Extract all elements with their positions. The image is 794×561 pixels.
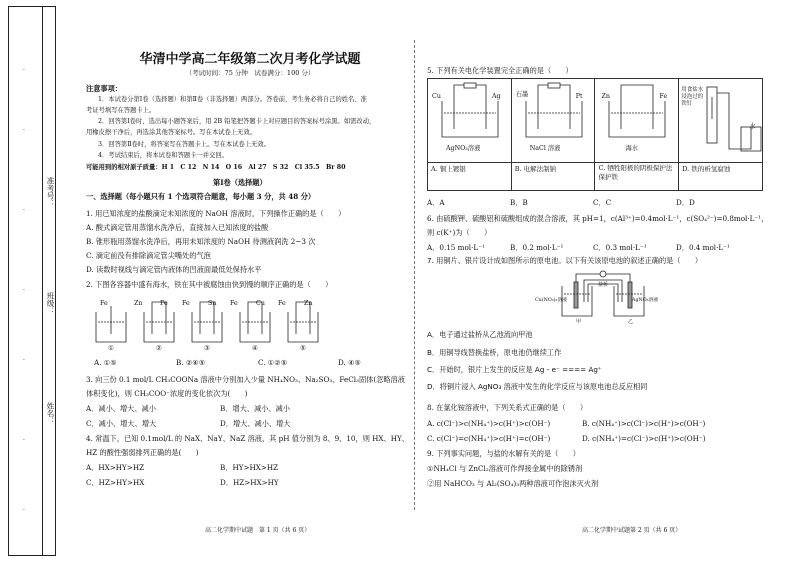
- q5-cell-c: [595, 79, 679, 163]
- q7-left-tag: 甲: [576, 319, 582, 325]
- q3-stem-cont: 体积变化)，则 CH₃COO⁻浓度的变化依次为( ): [86, 389, 248, 398]
- q2-number: ③: [204, 345, 210, 352]
- q5-option: A．A: [427, 198, 445, 207]
- q2-label: Fe: [230, 300, 238, 307]
- note-line: 3．回答第Ⅱ卷时，将答案写在答题卡上。写在本试卷上无效。: [98, 141, 271, 148]
- q2-label: Fe: [278, 300, 286, 307]
- q1-option: A. 酸式滴定管用蒸馏水洗净后，直接加入已知浓度的盐酸: [86, 223, 269, 232]
- exam-subtitle: （考试时间：75 分钟 试卷满分：100 分）: [185, 69, 315, 77]
- q8-option: D. c(NH₄⁺)=c(Cl⁻)>c(H⁺)>c(OH⁻): [582, 434, 706, 443]
- q2-label: Zn: [134, 300, 143, 307]
- page-divider: [414, 40, 415, 510]
- q7-option: B．用铜导线替换盐桥，原电池仍继续工作: [427, 348, 562, 357]
- q5c-left: Zn: [601, 93, 610, 100]
- q7-bridge-label: 盐桥: [598, 282, 609, 288]
- q7-option: A．电子通过盐桥从乙池流向甲池: [427, 330, 533, 339]
- binding-divider: [42, 7, 43, 555]
- q2-label: Cu: [256, 300, 265, 307]
- q7-option: D．将铜片浸入 AgNO₃ 溶液中发生的化学反应与该原电池总反应相同: [427, 382, 648, 391]
- q5b-solution: NaCl 溶液: [529, 145, 561, 152]
- q4-stem: 4. 常温下，已知 0.1mol/L 的 NaX、NaY、NaZ 溶液，其 pH 值分别为 8、9、10，则 HX、HY、: [86, 434, 409, 443]
- note-line: 考证号填写在答题卡上。: [86, 107, 156, 114]
- q3-option: C．减小、增大、增大: [86, 419, 157, 428]
- section-title: 第Ⅰ卷（选择题）: [213, 178, 267, 187]
- q2-option: D. ④⑤: [338, 358, 361, 367]
- q2-number: ①: [108, 345, 114, 352]
- q2-number: ②: [156, 345, 162, 352]
- q6-option: A．0.15 mol·L⁻¹: [427, 243, 485, 252]
- q2-option: C. ①②⑤: [258, 358, 288, 367]
- q2-number: ④: [252, 345, 258, 352]
- q6-option: B．0.2 mol·L⁻¹: [510, 243, 564, 252]
- footer-left: 高二化学期中试题 第 1 页（共 6 页）: [205, 527, 311, 534]
- q5-table: [427, 78, 763, 191]
- q3-stem: 3. 向三份 0.1 mol/L CH₃COONa 溶液中分别加入少量 NH₄NO₃、Na₂SO₃、FeCl₃固体(忽略溶液: [86, 375, 405, 384]
- q4-option: A．HX>HY>HZ: [86, 463, 145, 472]
- q5a-caption: A. 铜上镀银: [428, 163, 512, 191]
- q5c-solution: 海水: [625, 145, 639, 152]
- q2-number: ⑤: [300, 345, 306, 352]
- q2-label: Fe: [100, 300, 108, 307]
- exam-title: 华清中学高二年级第二次月考化学试题: [139, 52, 361, 67]
- q6-option: C．0.3 mol·L⁻¹: [593, 243, 647, 252]
- q5c-right: Fe: [659, 93, 668, 100]
- q5b-caption: B. 电解法制钠: [511, 163, 595, 191]
- notes-heading: 注意事项：: [86, 84, 122, 93]
- q8-option: B. c(NH₄⁺)>c(Cl⁻)>c(H⁺)>c(OH⁻): [582, 419, 706, 428]
- q5d-caption: D. 铁的析氢腐蚀: [679, 163, 763, 191]
- q3-option: D．增大、减小、增大: [220, 419, 291, 428]
- q2-label: Fe: [160, 300, 168, 307]
- q4-option: C．HZ>HY>HX: [86, 478, 145, 487]
- q7-left-solution: Cu(NO₃)₂溶液: [535, 298, 568, 303]
- binding-strip: 准考号： 班级： 姓名： · · · · · · ·: [8, 6, 56, 556]
- q4-stem-cont: HZ 的酸性强弱排列正确的是( ): [86, 448, 199, 457]
- q5a-solution: AgNO₃溶液: [446, 145, 481, 152]
- section-part: 一、选择题（每小题只有 1 个选项符合题意，每小题 3 分，共 48 分）: [86, 192, 316, 201]
- atomic-masses: 可能用到的相对原子质量：H 1 C 12 N 14 O 16 Al 27 S 32 Cl 35.5 Br 80: [86, 164, 346, 171]
- q5-option: B．B: [510, 198, 528, 207]
- note-line: 2．回答第Ⅰ卷时，选出每小题答案后，用 2B 铅笔把答题卡上对应题目的答案标号涂黑。如需改动，: [98, 118, 376, 125]
- q1-option: D. 读数时视线与滴定管内液体的凹液面最低处保持水平: [86, 265, 262, 274]
- q7-right-solution: AgNO₃溶液: [632, 298, 659, 303]
- q2-label: Zn: [304, 300, 313, 307]
- q5b-left: 石墨: [515, 91, 529, 98]
- label-class: 班级：: [46, 292, 55, 315]
- q5b-right: Pt: [575, 93, 583, 100]
- q8-option: C. c(Cl⁻)=c(NH₄⁺)>c(H⁺)=c(OH⁻): [427, 434, 551, 443]
- q9-item: ②用 NaHCO₃ 与 Al₂(SO₄)₃两种溶液可作泡沫灭火剂: [427, 479, 599, 488]
- label-exam-no: 准考号：: [46, 177, 55, 207]
- q5d-left: 用食盐水浸泡过的铁钉: [681, 87, 704, 107]
- q2-label: Fe: [182, 300, 190, 307]
- q3-option: B．增大、减小、减小: [220, 404, 290, 413]
- q6-stem: 6. 由硫酸钾、硫酸铝和硫酸组成的混合溶液，其 pH=1，c(Al³⁺)=0.4mol·L⁻¹，c(SO₄²⁻)=0.8mol·L⁻¹，: [427, 214, 769, 223]
- q5c-caption: C. 牺牲阳极的阴极保护法保护铁: [595, 163, 679, 191]
- q5-cell-b: [511, 79, 595, 163]
- q2-stem: 2. 下图各容器中盛有海水，铁在其中被腐蚀由快到慢的顺序正确的是（ ）: [86, 280, 333, 289]
- q7-option: C．开始时，银片上发生的反应是 Ag - e⁻ ==== Ag⁺: [427, 365, 602, 374]
- q5a-right: Ag: [492, 93, 501, 100]
- q5a-left: Cu: [432, 93, 441, 100]
- label-name: 姓名：: [46, 402, 55, 425]
- q7-right-tag: 乙: [628, 319, 634, 325]
- footer-right: 高二化学期中试题第 2 页（共 6 页）: [582, 527, 682, 534]
- q5-cell-a: [428, 79, 512, 163]
- q2-option: A. ①⑤: [94, 358, 117, 367]
- note-line: 用橡皮擦干净后，再选涂其他答案标号。写在本试卷上无效。: [86, 129, 257, 136]
- q9-stem: 9. 下列事实问题，与盐的水解有关的是（ ）: [427, 449, 580, 458]
- q1-option: C. 滴定前没有排除滴定管尖嘴处的气泡: [86, 251, 211, 260]
- q1-stem: 1. 用已知浓度的盐酸滴定未知浓度的 NaOH 溶液时，下列操作正确的是（ ）: [86, 209, 346, 218]
- q1-option: B. 锥形瓶用蒸馏水洗净后，再用未知浓度的 NaOH 待测液润洗 2~3 次: [86, 237, 316, 246]
- q7-stem: 7. 用铜片、银片设计成如图所示的原电池。以下有关该原电池的叙述正确的是（ ）: [427, 256, 703, 265]
- q9-item: ①NH₄Cl 与 ZnCl₂溶液可作焊接金属中的除锈剂: [427, 464, 583, 473]
- q5-stem: 5. 下列有关电化学装置完全正确的是（ ）: [427, 66, 573, 75]
- q6-stem-cont: 则 c(K⁺)为（ ）: [427, 228, 492, 237]
- q2-label: Sn: [208, 300, 217, 307]
- q3-option: A．减小、增大、减小: [86, 404, 156, 413]
- q4-option: D．HZ>HX>HY: [220, 478, 279, 487]
- note-line: 4．考试结束后，将本试卷和答题卡一并交回。: [98, 152, 228, 159]
- q2-option: B. ②④⑤: [176, 358, 206, 367]
- q5-cell-d: [679, 79, 763, 163]
- q5-option: C．C: [593, 198, 612, 207]
- q8-option: A. c(Cl⁻)>c(NH₄⁺)>c(H⁺)>c(OH⁻): [427, 419, 551, 428]
- q6-option: D．0.4 mol·L⁻¹: [676, 243, 730, 252]
- q5d-right: 水: [749, 123, 756, 130]
- note-line: 1．本试卷分第Ⅰ卷（选择题）和第Ⅱ卷（非选择题）两部分。答卷前，考生务必将自己的姓名、准: [98, 96, 367, 103]
- q5-option: D．D: [676, 198, 695, 207]
- q8-stem: 8. 在氯化铵溶液中，下列关系式正确的是（ ）: [427, 403, 588, 412]
- q4-option: B．HY>HX>HZ: [220, 463, 279, 472]
